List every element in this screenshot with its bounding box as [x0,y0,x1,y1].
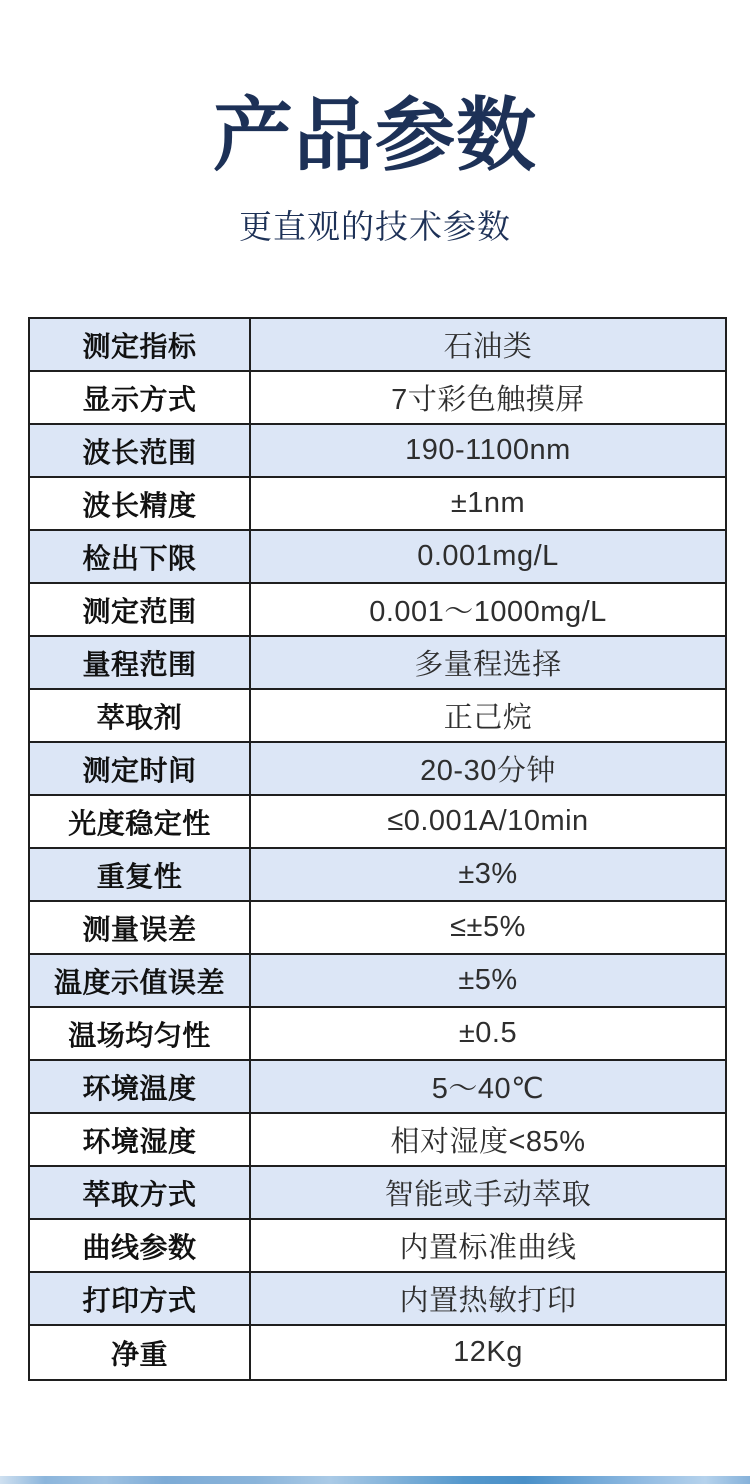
spec-label: 波长范围 [30,425,251,476]
spec-value: ±5% [458,964,518,996]
spec-value: 石油类 [443,331,533,363]
spec-value: 20-30分钟 [420,755,556,787]
spec-value: 内置热敏打印 [399,1285,577,1317]
spec-value: 190-1100nm [405,434,571,466]
spec-label: 测量误差 [30,902,251,953]
footer-gradient-strip [0,1476,750,1484]
spec-row [30,1220,725,1273]
page-title: 产品参数 [213,91,537,180]
spec-value: 智能或手动萃取 [384,1179,592,1211]
spec-value: 5～40℃ [431,1073,545,1105]
spec-value: 相对湿度<85% [390,1126,586,1158]
spec-label: 检出下限 [30,531,251,582]
spec-row [30,372,725,425]
spec-label: 波长精度 [30,478,251,529]
spec-row [30,478,725,531]
spec-row [30,1167,725,1220]
spec-value: 0.001～1000mg/L [369,596,607,628]
spec-value: 0.001mg/L [417,540,559,572]
spec-label: 显示方式 [30,372,251,423]
spec-label: 净重 [30,1326,251,1379]
spec-label: 曲线参数 [30,1220,251,1271]
spec-value: 内置标准曲线 [399,1232,577,1264]
spec-row [30,1061,725,1114]
spec-row [30,902,725,955]
spec-row [30,796,725,849]
spec-label: 萃取方式 [30,1167,251,1218]
spec-label: 萃取剂 [30,690,251,741]
spec-row [30,637,725,690]
spec-label: 温度示值误差 [30,955,251,1006]
spec-value: 多量程选择 [414,649,562,681]
spec-label: 环境温度 [30,1061,251,1112]
spec-label: 量程范围 [30,637,251,688]
spec-table [28,317,727,1381]
page-subtitle: 更直观的技术参数 [239,208,511,245]
spec-label: 环境湿度 [30,1114,251,1165]
spec-label: 测定指标 [30,319,251,370]
spec-row [30,584,725,637]
spec-row [30,1273,725,1326]
spec-label: 测定时间 [30,743,251,794]
spec-label: 温场均匀性 [30,1008,251,1059]
spec-row [30,425,725,478]
spec-value: ≤±5% [450,911,526,943]
spec-row [30,955,725,1008]
spec-row [30,319,725,372]
spec-value: ±1nm [450,487,526,519]
spec-label: 打印方式 [30,1273,251,1324]
spec-label: 光度稳定性 [30,796,251,847]
spec-row [30,743,725,796]
spec-row [30,531,725,584]
spec-row [30,1114,725,1167]
spec-label: 测定范围 [30,584,251,635]
spec-label: 重复性 [30,849,251,900]
spec-row [30,1008,725,1061]
spec-row [30,1326,725,1379]
spec-value: 正己烷 [443,702,533,734]
spec-row [30,849,725,902]
spec-value: ≤0.001A/10min [387,805,589,837]
spec-value: ±3% [458,858,518,890]
spec-value: 12Kg [453,1336,523,1368]
spec-row [30,690,725,743]
spec-value: 7寸彩色触摸屏 [391,384,585,416]
spec-value: ±0.5 [458,1017,518,1049]
